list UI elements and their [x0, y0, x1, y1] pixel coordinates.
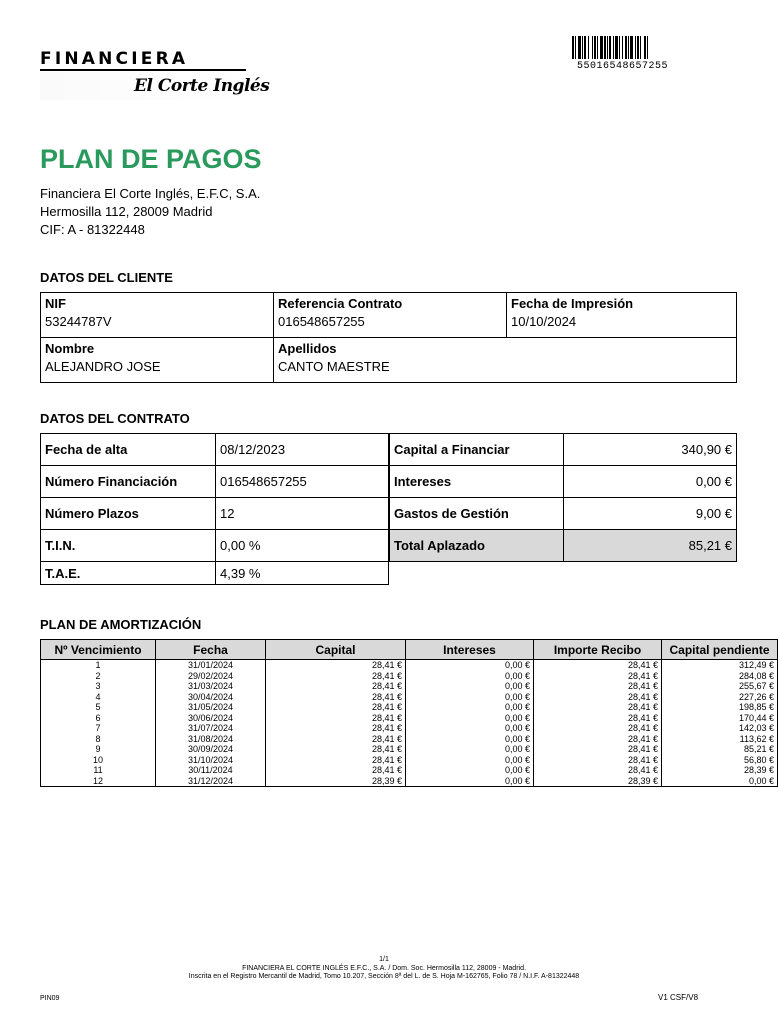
table-cell: 8	[41, 734, 156, 745]
table-cell: 28,41 €	[266, 713, 406, 724]
page-title: PLAN DE PAGOS	[40, 144, 262, 174]
table-cell: 7	[41, 723, 156, 734]
amortization-table	[40, 639, 778, 787]
print-date-label: Fecha de Impresión	[511, 296, 634, 311]
table-cell: 28,41 €	[266, 744, 406, 755]
contract-row	[41, 498, 389, 530]
table-cell: 28,41 €	[534, 755, 662, 766]
table-row	[41, 702, 778, 713]
nif-label: NIF	[45, 296, 66, 311]
total-label: Total Aplazado	[390, 530, 564, 562]
surname-value: CANTO MAESTRE	[278, 359, 390, 374]
table-cell: 56,80 €	[662, 755, 778, 766]
table-cell: 30/09/2024	[156, 744, 266, 755]
contract-value: 0,00 %	[216, 530, 389, 562]
table-cell: 227,26 €	[662, 692, 778, 703]
column-header: Capital pendiente	[662, 640, 778, 660]
contract-row	[390, 498, 737, 530]
table-cell: 0,00 €	[406, 723, 534, 734]
company-cif: CIF: A - 81322448	[40, 222, 145, 237]
print-date-cell	[507, 293, 737, 338]
footer-line-2: Inscrita en el Registro Mercantil de Madrid, Tomo 10.207, Sección 8ª del L. de S. Hoja M-162765, Folio 78 / N.I.F. A-81322448	[188, 973, 580, 980]
table-cell: 28,39 €	[266, 776, 406, 787]
company-address: Hermosilla 112, 28009 Madrid	[40, 204, 213, 219]
table-cell: 28,39 €	[662, 765, 778, 776]
contract-value: 08/12/2023	[216, 434, 389, 466]
table-cell: 28,41 €	[534, 692, 662, 703]
column-header: Importe Recibo	[534, 640, 662, 660]
table-cell: 28,41 €	[266, 671, 406, 682]
reference-value: 016548657255	[278, 314, 365, 329]
table-cell: 170,44 €	[662, 713, 778, 724]
table-cell: 31/05/2024	[156, 702, 266, 713]
contract-row	[390, 530, 737, 562]
column-header: Capital	[266, 640, 406, 660]
table-cell: 6	[41, 713, 156, 724]
table-cell: 0,00 €	[406, 671, 534, 682]
table-cell: 0,00 €	[406, 744, 534, 755]
reference-cell	[274, 293, 507, 338]
name-value: ALEJANDRO JOSE	[45, 359, 161, 374]
nif-cell	[41, 293, 274, 338]
total-value: 85,21 €	[564, 530, 737, 562]
table-cell: 3	[41, 681, 156, 692]
table-cell: 1	[41, 660, 156, 671]
barcode-icon	[572, 36, 690, 59]
logo-financiera: FINANCIERA	[40, 49, 189, 69]
name-cell	[41, 338, 274, 383]
client-table	[40, 292, 737, 383]
table-cell: 28,41 €	[534, 702, 662, 713]
table-cell: 28,41 €	[266, 765, 406, 776]
contract-row	[390, 434, 737, 466]
contract-row	[41, 530, 389, 562]
contract-label: Gastos de Gestión	[390, 498, 564, 530]
document-code: PIN09	[40, 995, 60, 1002]
table-cell: 29/02/2024	[156, 671, 266, 682]
table-cell: 28,41 €	[266, 723, 406, 734]
table-cell: 284,08 €	[662, 671, 778, 682]
table-cell: 4	[41, 692, 156, 703]
table-cell: 31/08/2024	[156, 734, 266, 745]
table-cell: 198,85 €	[662, 702, 778, 713]
surname-cell	[274, 338, 737, 383]
table-cell: 28,41 €	[534, 681, 662, 692]
surname-label: Apellidos	[278, 341, 337, 356]
table-row	[41, 734, 778, 745]
footer-line-1: FINANCIERA EL CORTE INGLÉS E.F.C., S.A. / Dom. Soc. Hermosilla 112, 28009 - Madrid.	[242, 965, 526, 972]
contract-row	[41, 562, 389, 585]
table-cell: 31/07/2024	[156, 723, 266, 734]
amortization-section-title: PLAN DE AMORTIZACIÓN	[40, 617, 202, 632]
table-cell: 28,41 €	[266, 702, 406, 713]
table-cell: 11	[41, 765, 156, 776]
table-cell: 28,41 €	[534, 734, 662, 745]
table-cell: 28,41 €	[534, 744, 662, 755]
nif-value: 53244787V	[45, 314, 112, 329]
contract-row	[41, 434, 389, 466]
table-row	[41, 671, 778, 682]
column-header: Nº Vencimiento	[41, 640, 156, 660]
table-row	[41, 681, 778, 692]
table-cell: 255,67 €	[662, 681, 778, 692]
table-row	[41, 765, 778, 776]
table-cell: 31/12/2024	[156, 776, 266, 787]
table-cell: 30/04/2024	[156, 692, 266, 703]
table-cell: 31/03/2024	[156, 681, 266, 692]
table-cell: 9	[41, 744, 156, 755]
table-row	[41, 776, 778, 787]
table-cell: 0,00 €	[406, 681, 534, 692]
table-cell: 28,41 €	[534, 671, 662, 682]
table-cell: 312,49 €	[662, 660, 778, 671]
table-cell: 28,41 €	[266, 755, 406, 766]
contract-value: 4,39 %	[216, 562, 389, 585]
column-header: Intereses	[406, 640, 534, 660]
table-cell: 28,41 €	[266, 734, 406, 745]
table-cell: 28,41 €	[534, 660, 662, 671]
table-cell: 28,41 €	[534, 723, 662, 734]
contract-value: 340,90 €	[564, 434, 737, 466]
contract-table-right	[389, 433, 737, 562]
table-cell: 10	[41, 755, 156, 766]
table-cell: 28,41 €	[534, 765, 662, 776]
table-cell: 0,00 €	[406, 692, 534, 703]
contract-section-title: DATOS DEL CONTRATO	[40, 411, 190, 426]
contract-row	[41, 466, 389, 498]
table-row	[41, 660, 778, 671]
document-version: V1 CSF/V8	[658, 993, 699, 1002]
table-row	[41, 755, 778, 766]
table-cell: 28,39 €	[534, 776, 662, 787]
contract-label: Número Financiación	[41, 466, 216, 498]
table-cell: 0,00 €	[406, 734, 534, 745]
contract-label: Número Plazos	[41, 498, 216, 530]
table-cell: 28,41 €	[266, 692, 406, 703]
table-cell: 5	[41, 702, 156, 713]
contract-label: Intereses	[390, 466, 564, 498]
contract-value: 12	[216, 498, 389, 530]
contract-table-left	[40, 433, 389, 585]
table-cell: 31/01/2024	[156, 660, 266, 671]
contract-value: 0,00 €	[564, 466, 737, 498]
contract-label: Fecha de alta	[41, 434, 216, 466]
table-cell: 0,00 €	[406, 755, 534, 766]
amortization-header-row	[41, 640, 778, 660]
contract-row	[390, 466, 737, 498]
table-cell: 2	[41, 671, 156, 682]
table-row	[41, 692, 778, 703]
table-row	[41, 713, 778, 724]
table-cell: 30/11/2024	[156, 765, 266, 776]
page-number: 1/1	[379, 956, 389, 963]
table-cell: 0,00 €	[406, 776, 534, 787]
contract-value: 016548657255	[216, 466, 389, 498]
table-cell: 0,00 €	[406, 660, 534, 671]
table-cell: 30/06/2024	[156, 713, 266, 724]
name-label: Nombre	[45, 341, 95, 356]
column-header: Fecha	[156, 640, 266, 660]
table-cell: 31/10/2024	[156, 755, 266, 766]
contract-label: T.I.N.	[41, 530, 216, 562]
table-cell: 0,00 €	[406, 702, 534, 713]
contract-label: Capital a Financiar	[390, 434, 564, 466]
table-cell: 0,00 €	[406, 765, 534, 776]
contract-value: 9,00 €	[564, 498, 737, 530]
logo-el-corte-ingles: El Corte Inglés	[134, 76, 270, 96]
print-date-value: 10/10/2024	[511, 314, 577, 329]
table-cell: 0,00 €	[406, 713, 534, 724]
table-row	[41, 744, 778, 755]
table-cell: 28,41 €	[534, 713, 662, 724]
contract-label: T.A.E.	[41, 562, 216, 585]
table-cell: 113,62 €	[662, 734, 778, 745]
reference-label: Referencia Contrato	[278, 296, 403, 311]
logo-rule	[40, 69, 246, 71]
table-cell: 85,21 €	[662, 744, 778, 755]
table-cell: 12	[41, 776, 156, 787]
table-cell: 28,41 €	[266, 681, 406, 692]
barcode-number: 55016548657255	[577, 61, 669, 72]
table-cell: 28,41 €	[266, 660, 406, 671]
client-section-title: DATOS DEL CLIENTE	[40, 270, 173, 285]
table-cell: 142,03 €	[662, 723, 778, 734]
table-row	[41, 723, 778, 734]
company-name: Financiera El Corte Inglés, E.F.C, S.A.	[40, 186, 261, 201]
table-cell: 0,00 €	[662, 776, 778, 787]
